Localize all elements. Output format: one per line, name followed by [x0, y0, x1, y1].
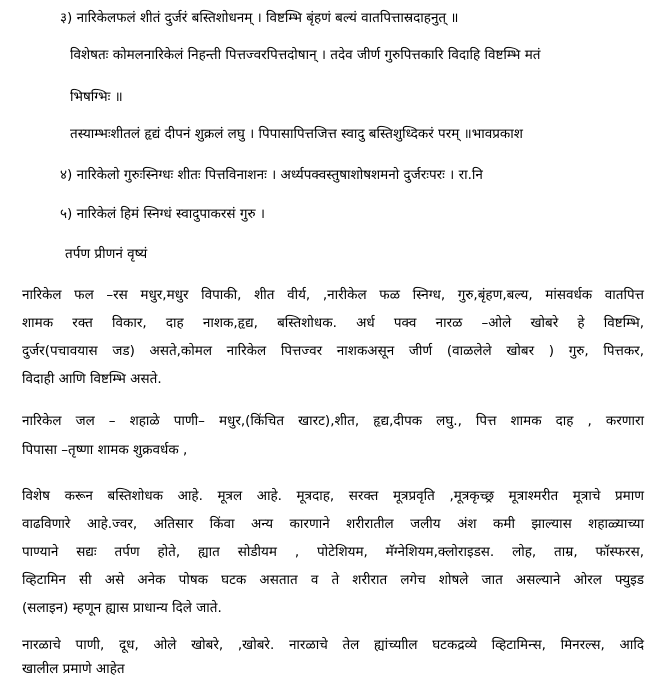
paragraph-4-line-1: नारळाचे पाणी, दूध, ओले खोबरे, ,खोबरे. नारळाचे तेल ह्यांच्याील घटकद्रव्ये व्हिटामिन्स, मिनरल्स, आदि — [22, 637, 644, 653]
verse-4: ४) नारिकेलो गुरुःस्निग्धः शीतः पित्तविनाशनः । अर्ध्यपक्वस्तुषाशोषशमनो दुर्जरःपरः । रा.नि — [60, 167, 483, 183]
paragraph-2-line-1: नारिकेल जल – शहाळे पाणी– मधुर,(किंचित खारट),शीत, हृद्य,दीपक लघु., पित्त शामक दाह , करणारा — [22, 413, 644, 429]
paragraph-2-line-2: पिपासा –तृष्णा शामक शुक्रवर्धक , — [22, 442, 188, 458]
paragraph-3-line-5: (सलाइन) म्हणून ह्यास प्राधान्य दिले जाते. — [22, 600, 222, 616]
paragraph-3-line-1: विशेष करून बस्तिशोधक आहे. मूत्रल आहे. मूत्रदाह, सरक्त मूत्रप्रवृति ,मूत्रकृच्छ्र मूत्राश्मरीत मूत्राचे प्रमाण — [22, 488, 644, 504]
paragraph-1-line-3: दुर्जर(पचावयास जड) असते,कोमल नारिकेल पित्तज्वर नाशकअसून जीर्ण (वाळलेले खोबर ) गुरु, पित्तकर, — [22, 343, 644, 359]
verse-6: तर्पण प्रीणनं वृष्यं — [65, 246, 148, 262]
paragraph-4-line-2: खालील प्रमाणे आहेत — [22, 661, 125, 677]
paragraph-3-line-4: व्हिटामिन सी असे अनेक पोषक घटक असतात व ते शरीरात लगेच शोषले जात असल्याने ओरल फ्युइड — [22, 572, 644, 588]
verse-3-line-4: तस्याम्भःशीतलं हृद्यं दीपनं शुक्रलं लघु । पिपासापित्तजित्त स्वादु बस्तिशुध्दिकरं परम् ॥भावप्रकाश — [70, 126, 523, 142]
verse-3-line-2: विशेषतः कोमलनारिकेलं निहन्ती पित्तज्वरपित्तदोषान् । तदेव जीर्ण गुरुपित्तकारि विदाहि विष्टम्भि मतं — [70, 47, 541, 63]
verse-5: ५) नारिकेलं हिमं स्निग्धं स्वादुपाकरसं गुरु । — [60, 206, 265, 222]
verse-3-line-3: भिषग्भिः ॥ — [70, 89, 123, 105]
paragraph-3-line-3: पाण्याने सद्यः तर्पण होते, ह्यात सोडीयम , पोटेशियम, मॅग्नेशियम,क्लोराइडस. लोह, ताम्र, फॉस्फरस, — [22, 544, 644, 560]
verse-3-line-1: ३) नारिकेलफलं शीतं दुर्जरं बस्तिशोधनम् । विष्टम्भि बृंहणं बल्यं वातपित्तास्रदाहनुत् ॥ — [60, 10, 459, 26]
paragraph-1-line-2: शामक रक्त विकार, दाह नाशक,हृद्य, बस्तिशोधक. अर्ध पक्व नारळ –ओले खोबरे हे विष्टम्भि, — [22, 315, 644, 331]
paragraph-3-line-2: वाढविणारे आहे.ज्वर, अतिसार किंवा अन्य कारणाने शरीरातील जलीय अंश कमी झाल्यास शहाळ्याच्या — [22, 516, 644, 532]
paragraph-1-line-1: नारिकेल फल –रस मधुर,मधुर विपाकी, शीत वीर्य, ,नारीकेल फळ स्निग्ध, गुरु,बृंहण,बल्य, मांसवर्धक वातपित्त — [22, 287, 644, 303]
paragraph-1-line-4: विदाही आणि विष्टम्भि असते. — [22, 371, 162, 387]
